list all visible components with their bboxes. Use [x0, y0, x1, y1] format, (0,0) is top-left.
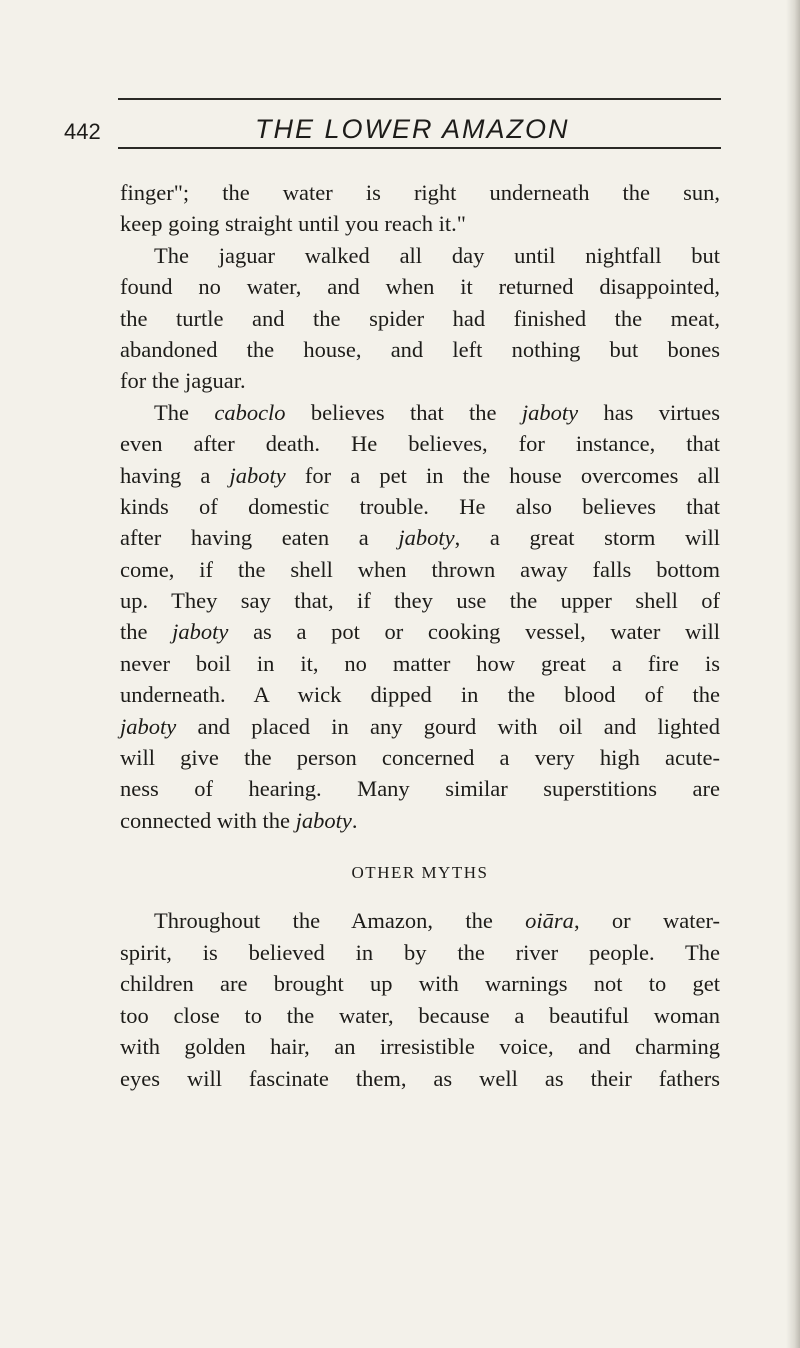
text-line: for the jaguar.: [120, 368, 246, 394]
italic-term: jaboty: [120, 713, 177, 739]
header-rule-bottom: [118, 147, 721, 149]
text-line: never boil in it, no matter how great a fire is: [120, 650, 720, 676]
running-title: THE LOWER AMAZON: [255, 114, 570, 144]
text-line: with golden hair, an irresistible voice, and charming: [120, 1034, 720, 1060]
text-line: The caboclo believes that the jaboty has virtues: [154, 399, 721, 425]
text-line: Throughout the Amazon, the oiāra, or water-: [154, 908, 720, 933]
italic-term: jaboty: [521, 399, 579, 425]
page-number: 442: [64, 119, 101, 144]
text-line: too close to the water, because a beautiful woman: [120, 1002, 720, 1028]
text-line: the jaboty as a pot or cooking vessel, water will: [120, 619, 720, 645]
text-line: abandoned the house, and left nothing but bones: [120, 336, 720, 362]
italic-term: jaboty: [229, 462, 286, 488]
text-line: found no water, and when it returned disappointed,: [120, 274, 720, 300]
text-line: even after death. He believes, for instance, that: [120, 431, 720, 457]
text-line: finger"; the water is right underneath the sun,: [120, 180, 720, 205]
section-text: [120, 905, 720, 1095]
text-line: underneath. A wick dipped in the blood of the: [120, 682, 720, 708]
text-line: children are brought up with warnings not to get: [120, 971, 720, 997]
text-line: will give the person concerned a very high acute-: [120, 745, 720, 771]
text-line: having a jaboty for a pet in the house overcomes all: [120, 462, 720, 488]
italic-term: oiāra: [525, 908, 574, 933]
body-text: [120, 177, 720, 836]
text-line: keep going straight until you reach it.": [120, 211, 466, 237]
text-line: eyes will fascinate them, as well as their fathers: [120, 1065, 720, 1091]
text-line: The jaguar walked all day until nightfall but: [154, 242, 720, 268]
italic-term: jaboty: [295, 807, 352, 833]
text-line: jaboty and placed in any gourd with oil and lighted: [120, 713, 720, 739]
text-line: connected with the jaboty.: [120, 807, 358, 833]
text-line: spirit, is believed in by the river people. The: [120, 939, 720, 965]
text-line: kinds of domestic trouble. He also believes that: [120, 493, 720, 519]
text-line: up. They say that, if they use the upper shell of: [120, 588, 720, 614]
text-line: come, if the shell when thrown away falls bottom: [120, 556, 720, 582]
italic-term: caboclo: [214, 399, 286, 425]
italic-term: jaboty: [398, 525, 455, 551]
text-line: after having eaten a jaboty, a great storm will: [120, 525, 720, 551]
header-rule-top: [118, 98, 721, 100]
text-line: ness of hearing. Many similar superstitions are: [120, 776, 720, 802]
italic-term: jaboty: [172, 619, 229, 645]
text-line: the turtle and the spider had finished the meat,: [120, 305, 720, 331]
section-heading: OTHER MYTHS: [351, 863, 489, 882]
page-edge-shadow: [786, 0, 800, 1348]
